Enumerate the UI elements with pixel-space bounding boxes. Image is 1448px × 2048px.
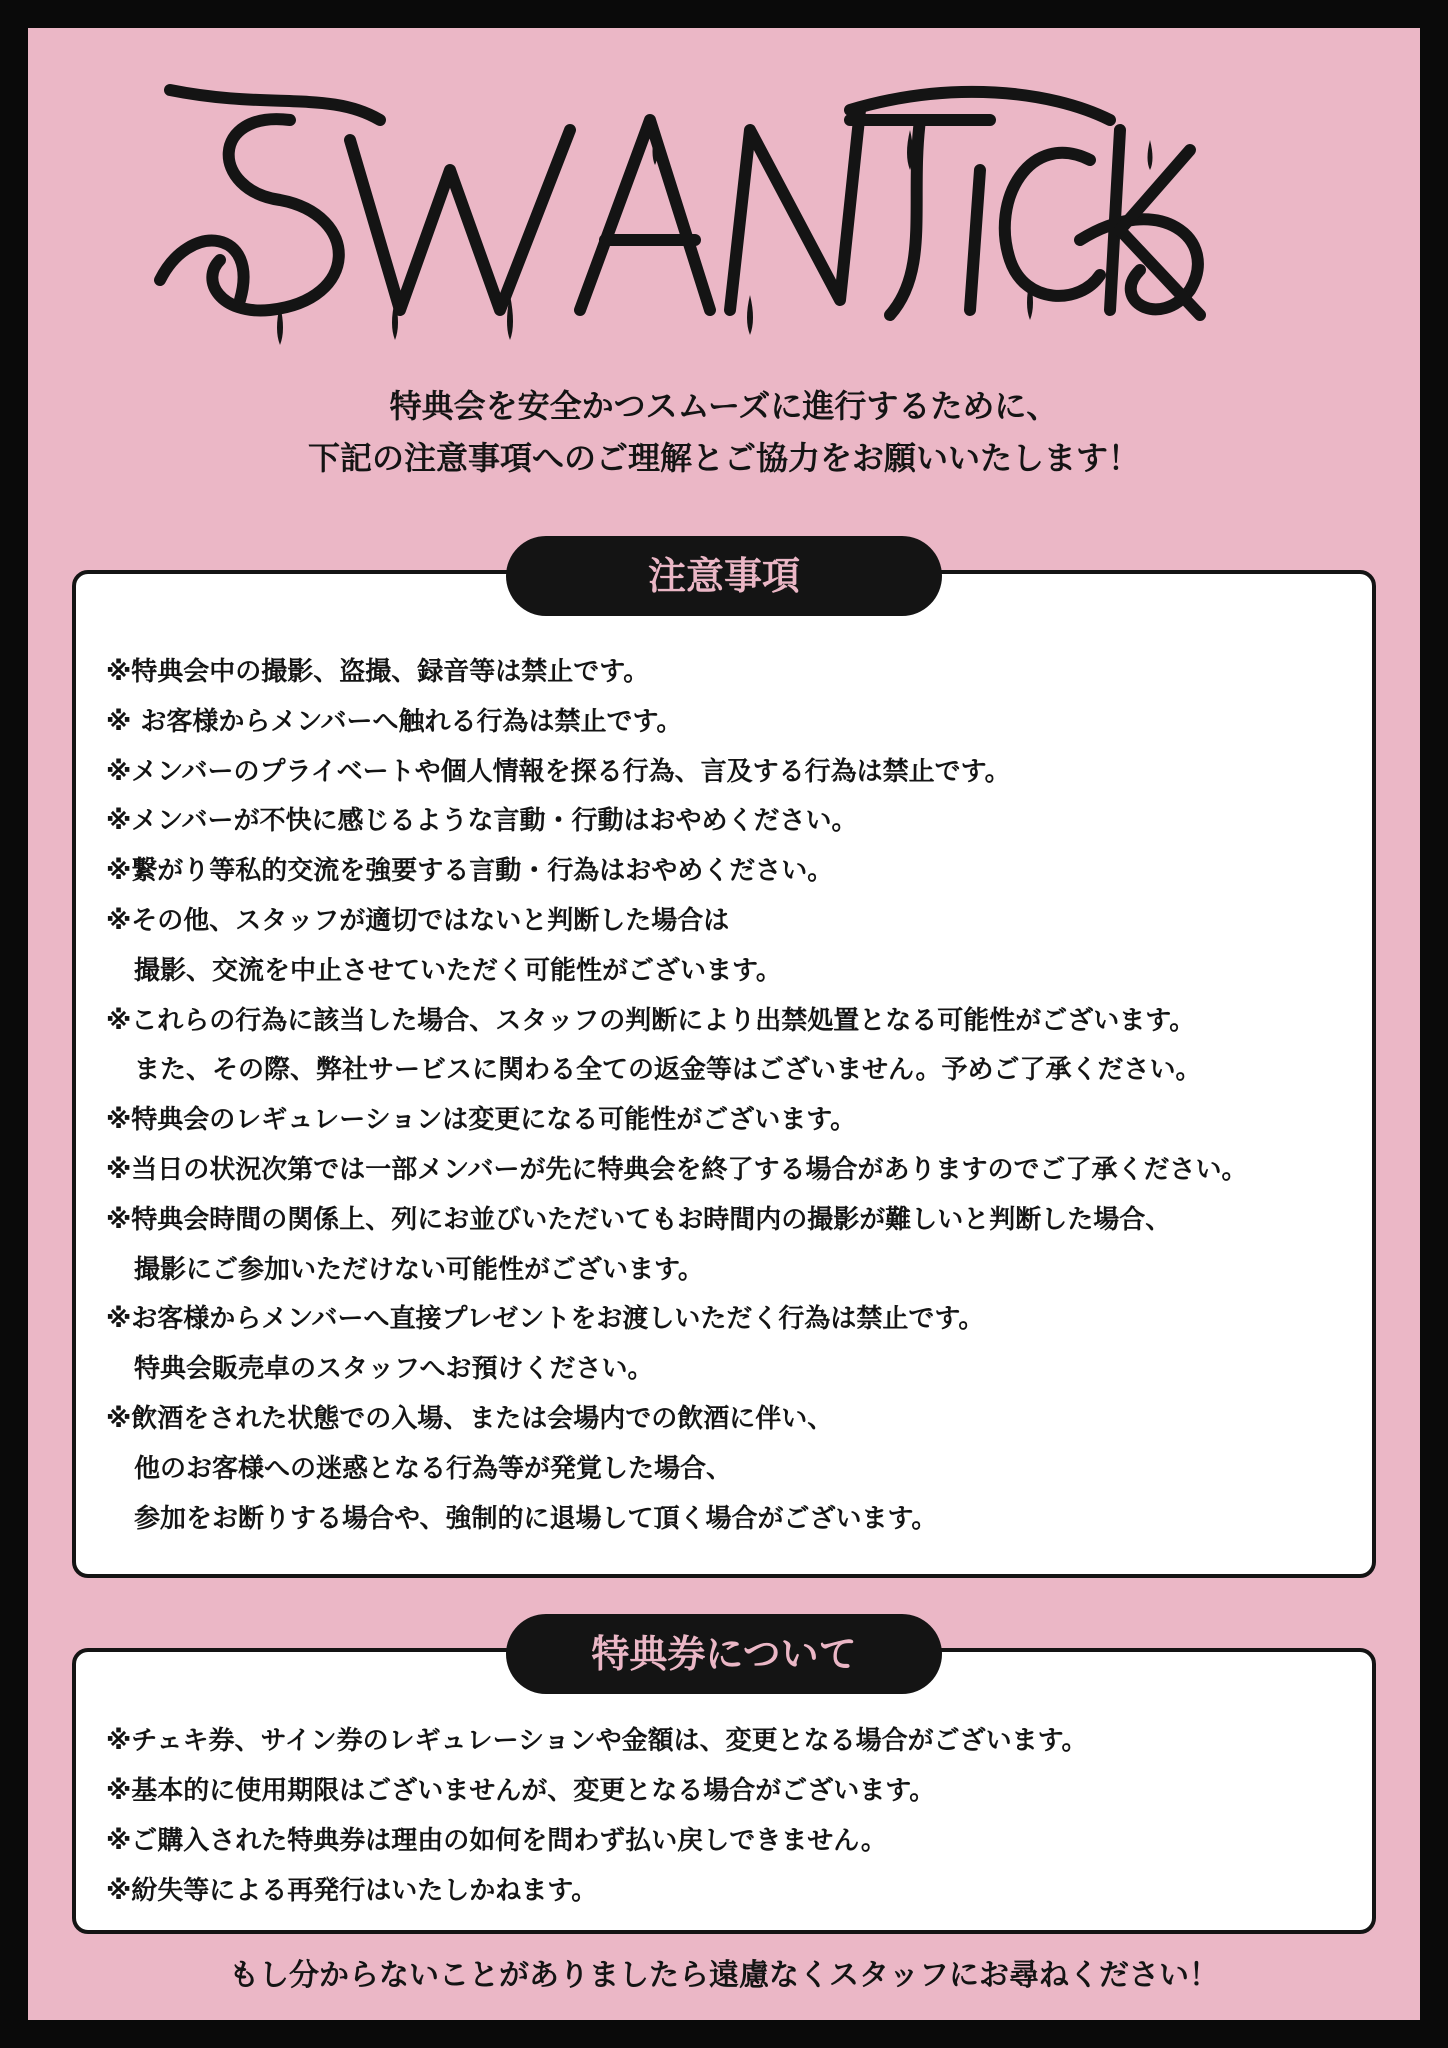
tickets-list [106, 1716, 1376, 1916]
list-item: ※チェキ券、サイン券のレギュレーションや金額は、変更となる場合がございます。 [106, 1726, 1088, 1756]
list-item: ※お客様からメンバーへ直接プレゼントをお渡しいただく行為は禁止です。 [106, 1304, 985, 1335]
notices-heading: 注意事項 [506, 536, 942, 616]
swantick-logo [150, 50, 1250, 370]
list-item: 撮影、交流を中止させていただく可能性がございます。 [134, 955, 782, 986]
list-item: 他のお客様への迷惑となる行為等が発覚した場合、 [134, 1453, 733, 1484]
footer-note: もし分からないことがありましたら遠慮なくスタッフにお尋ねください！ [229, 1958, 1219, 1993]
list-item: ※特典会時間の関係上、列にお並びいただいてもお時間内の撮影が難しいと判断した場合、 [106, 1204, 1172, 1235]
list-item: ※特典会のレギュレーションは変更になる可能性がございます。 [106, 1105, 857, 1136]
notices-list [106, 648, 1376, 1544]
intro-text [0, 380, 1448, 484]
list-item: ※ご購入された特典券は理由の如何を問わず払い戻しできません。 [106, 1826, 887, 1856]
list-item: ※当日の状況次第では一部メンバーが先に特典会を終了する場合がありますのでご了承ください。 [106, 1154, 1248, 1185]
list-item: また、その際、弊社サービスに関わる全ての返金等はございません。予めご了承ください。 [134, 1055, 1202, 1086]
list-item: 参加をお断りする場合や、強制的に退場して頂く場合がございます。 [134, 1503, 938, 1534]
list-item: ※特典会中の撮影、盗撮、録音等は禁止です。 [106, 657, 650, 687]
list-item: ※これらの行為に該当した場合、スタッフの判断により出禁処置となる可能性がございます。 [106, 1005, 1196, 1036]
intro-line-2: 下記の注意事項へのご理解とご協力をお願いいたします！ [307, 439, 1140, 477]
list-item: ※メンバーのプライベートや個人情報を探る行為、言及する行為は禁止です。 [106, 756, 1011, 787]
list-item: ※ お客様からメンバーへ触れる行為は禁止です。 [106, 706, 683, 737]
list-item: ※その他、スタッフが適切ではないと判断した場合は [106, 905, 730, 936]
list-item: ※飲酒をされた状態での入場、または会場内での飲酒に伴い、 [106, 1403, 834, 1434]
list-item: ※繋がり等私的交流を強要する言動・行為はおやめください。 [106, 856, 834, 887]
list-item: 撮影にご参加いただけない可能性がございます。 [134, 1254, 704, 1285]
intro-line-1: 特典会を安全かつスムーズに進行するために、 [389, 387, 1059, 425]
list-item: ※基本的に使用期限はございませんが、変更となる場合がございます。 [106, 1776, 936, 1806]
list-item: ※メンバーが不快に感じるような言動・行動はおやめください。 [106, 806, 858, 837]
tickets-heading: 特典券について [506, 1614, 942, 1694]
list-item: 特典会販売卓のスタッフへお預けください。 [134, 1354, 654, 1385]
list-item: ※紛失等による再発行はいたしかねます。 [106, 1876, 598, 1906]
